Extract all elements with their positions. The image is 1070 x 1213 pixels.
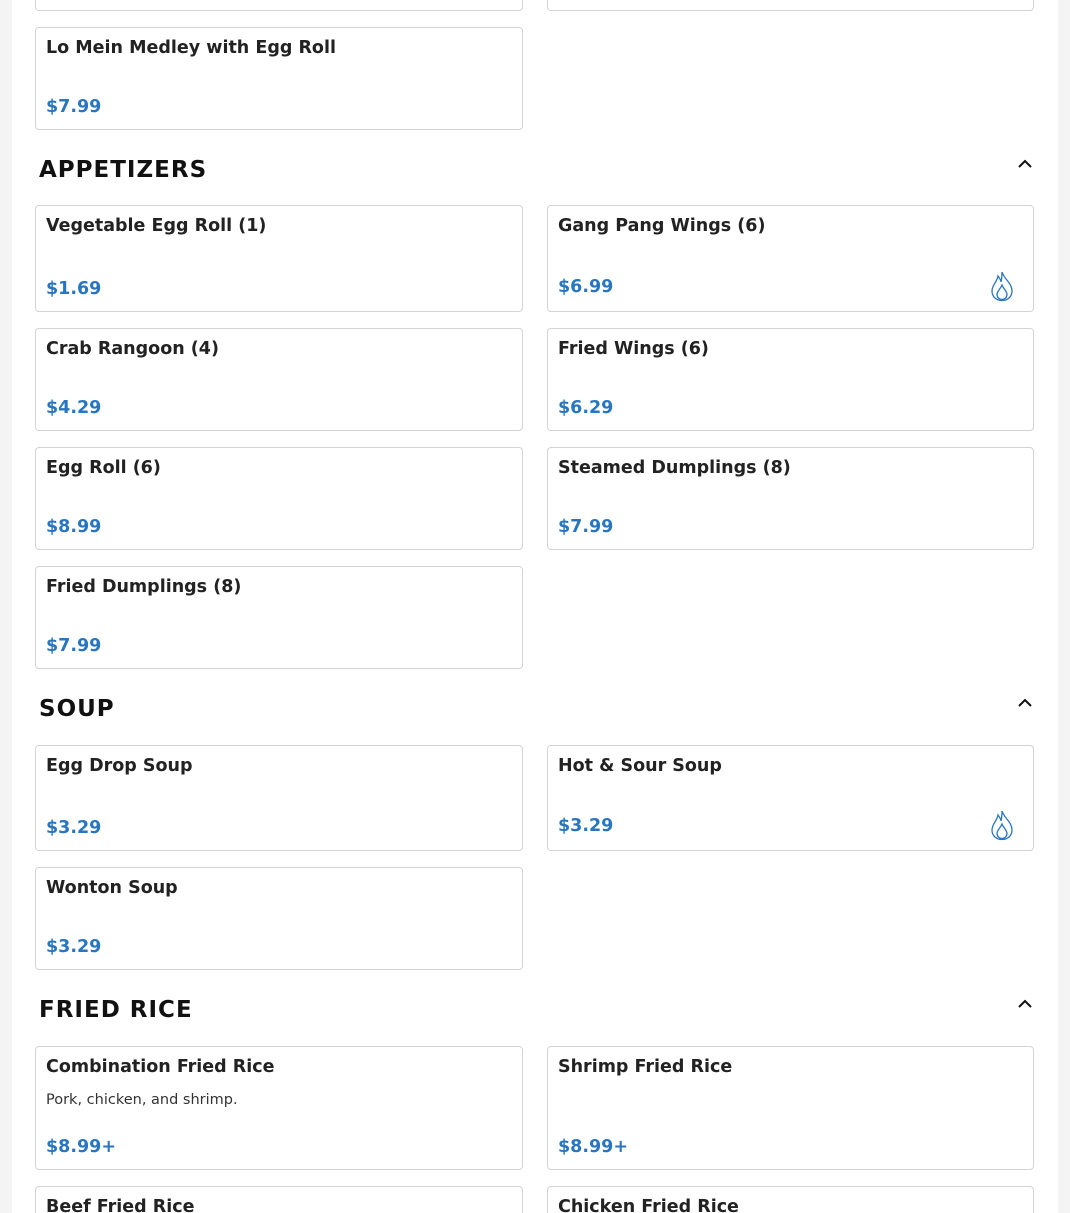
chevron-up-icon[interactable] (1015, 996, 1035, 1012)
menu-item-name: Beef Fried Rice (46, 1197, 195, 1213)
menu-item-price: $8.99+ (46, 1137, 117, 1157)
menu-item-name: Fried Dumplings (8) (46, 577, 242, 597)
menu-item-name: Chicken Fried Rice (558, 1197, 739, 1213)
menu-item-card[interactable] (35, 1046, 523, 1170)
menu-item-card[interactable] (35, 566, 523, 669)
menu-item-card[interactable] (547, 205, 1034, 312)
menu-item-card[interactable] (35, 447, 523, 550)
menu-item-name: Steamed Dumplings (8) (558, 458, 791, 478)
menu-item-price: $3.29 (46, 937, 102, 957)
menu-item-name: Vegetable Egg Roll (1) (46, 216, 267, 236)
menu-item-name: Egg Roll (6) (46, 458, 161, 478)
menu-item-price: $6.99 (558, 277, 614, 297)
menu-item-card[interactable] (547, 745, 1034, 851)
menu-item-price: $7.99 (46, 97, 102, 117)
menu-item-card[interactable] (35, 745, 523, 851)
menu-item-card[interactable] (547, 1186, 1034, 1213)
menu-item-price: $7.99 (46, 636, 102, 656)
chevron-up-icon[interactable] (1015, 156, 1035, 172)
menu-item-card[interactable] (547, 1046, 1034, 1170)
menu-item-name: Shrimp Fried Rice (558, 1057, 733, 1077)
menu-item-name: Crab Rangoon (4) (46, 339, 219, 359)
section-title-fried-rice: FRIED RICE (39, 997, 193, 1023)
menu-item-card[interactable] (35, 867, 523, 970)
chevron-up-icon[interactable] (1015, 695, 1035, 711)
menu-item-description: Pork, chicken, and shrimp. (46, 1092, 238, 1108)
section-title-appetizers: APPETIZERS (39, 157, 208, 183)
spicy-flame-icon (989, 270, 1015, 302)
menu-item-name: Egg Drop Soup (46, 756, 193, 776)
menu-item-name: Combination Fried Rice (46, 1057, 275, 1077)
menu-item-card[interactable] (35, 328, 523, 431)
menu-item-card[interactable] (35, 1186, 523, 1213)
menu-item-price: $8.99 (46, 517, 102, 537)
menu-item-name: Hot & Sour Soup (558, 756, 722, 776)
menu-item-name: Gang Pang Wings (6) (558, 216, 766, 236)
menu-item-name: Fried Wings (6) (558, 339, 709, 359)
menu-item-card[interactable] (547, 0, 1034, 11)
menu-item-price: $3.29 (46, 818, 102, 838)
section-title-soup: SOUP (39, 696, 115, 722)
menu-item-price: $8.99+ (558, 1137, 629, 1157)
spicy-flame-icon (989, 809, 1015, 841)
menu-item-card[interactable] (35, 205, 523, 312)
menu-item-price: $3.29 (558, 816, 614, 836)
menu-item-card[interactable] (35, 0, 523, 11)
menu-item-name: Wonton Soup (46, 878, 178, 898)
menu-item-price: $4.29 (46, 398, 102, 418)
menu-item-price: $6.29 (558, 398, 614, 418)
menu-page (12, 0, 1058, 1213)
menu-item-card[interactable] (547, 328, 1034, 431)
menu-item-card[interactable] (35, 27, 523, 130)
menu-item-card[interactable] (547, 447, 1034, 550)
menu-item-name: Lo Mein Medley with Egg Roll (46, 38, 336, 58)
menu-item-price: $1.69 (46, 279, 102, 299)
menu-item-price: $7.99 (558, 517, 614, 537)
